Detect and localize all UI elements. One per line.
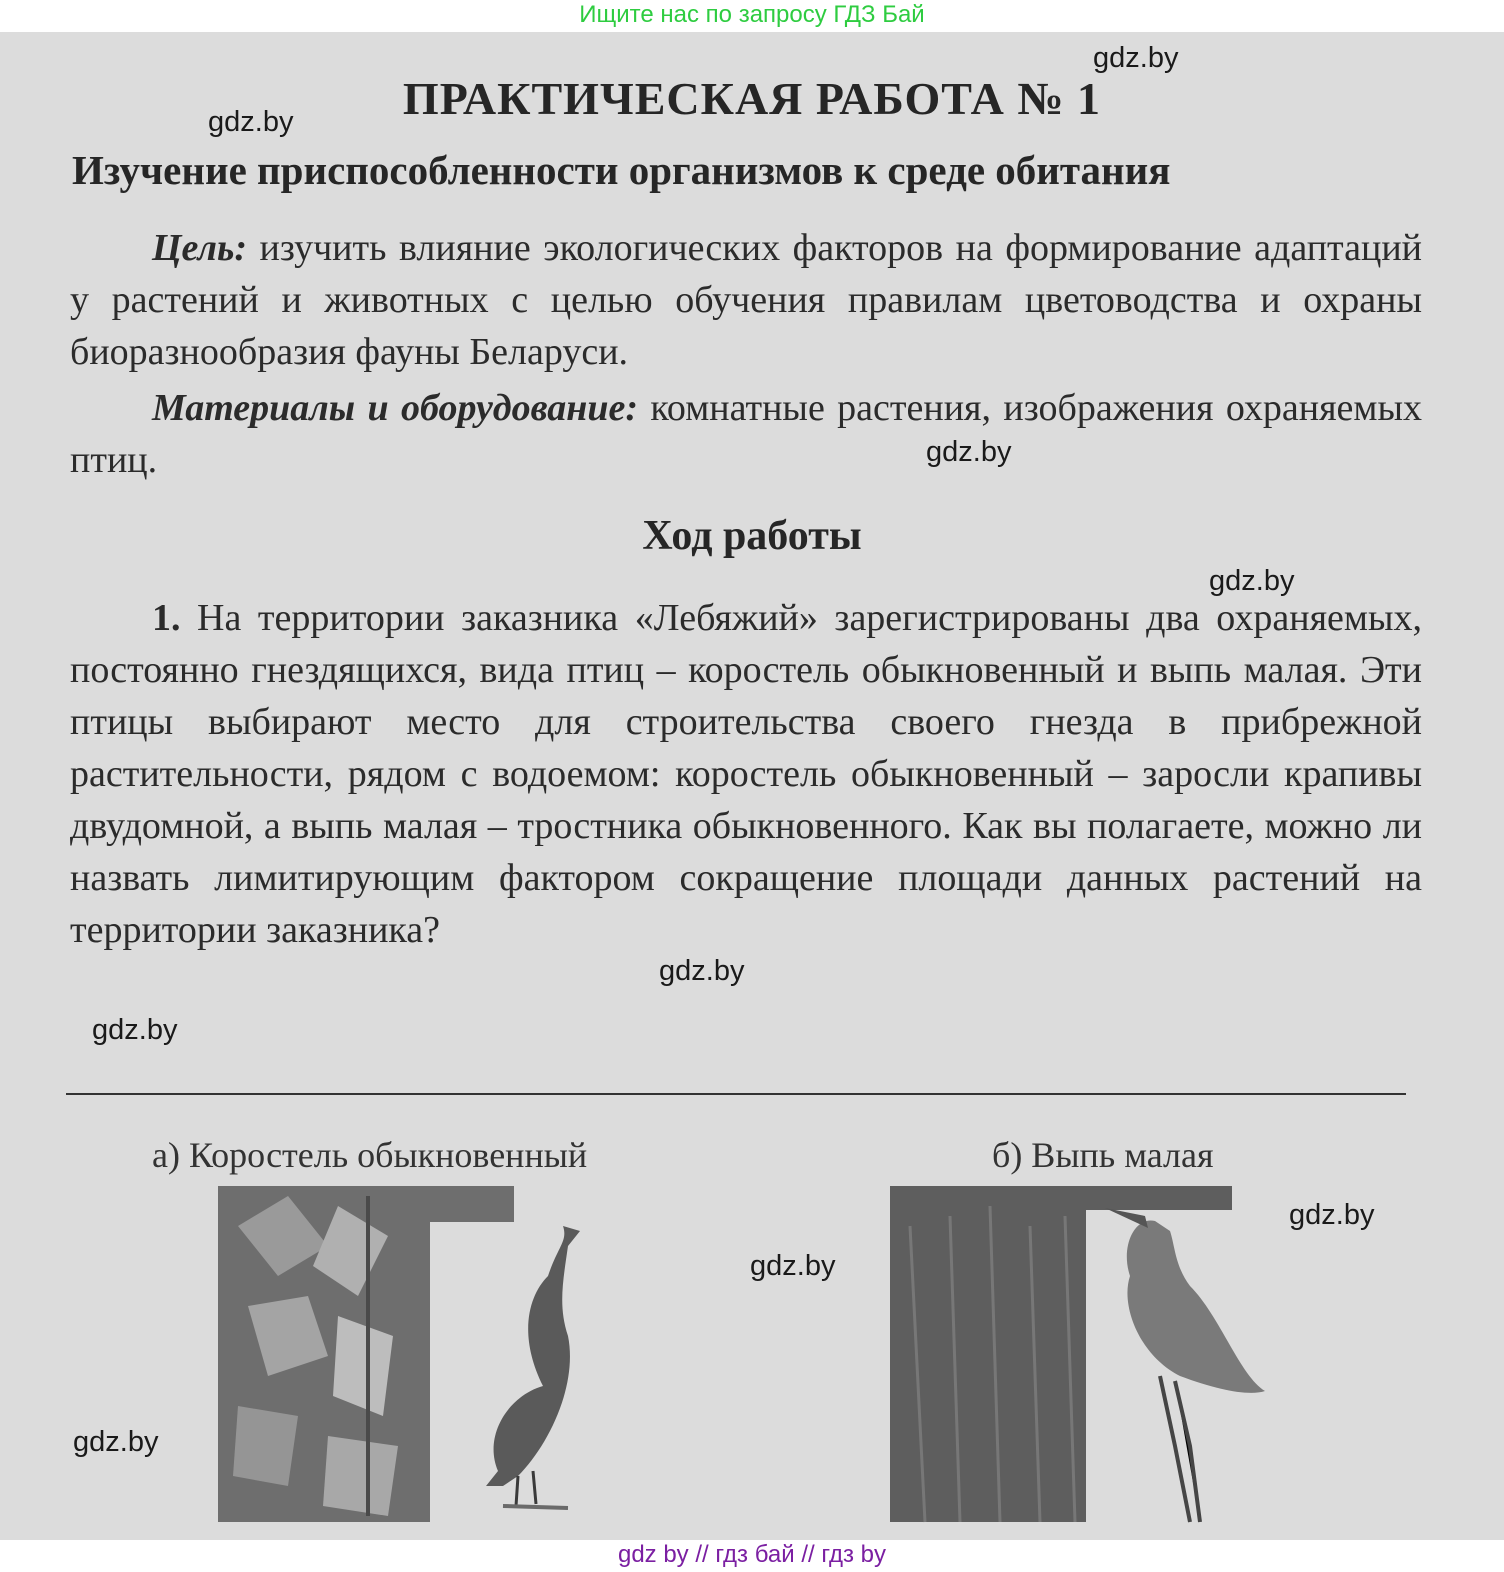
watermark: gdz.by: [926, 436, 1012, 468]
task-1-number: 1.: [152, 597, 181, 639]
watermark: gdz.by: [208, 106, 294, 138]
figure-b-bittern-reeds: [890, 1186, 1290, 1526]
page-title: ПРАКТИЧЕСКАЯ РАБОТА № 1: [402, 73, 1102, 124]
task-1-text: На территории заказника «Лебяжий» зарегистрированы два охраняемых, постоянно гнездящихся, вида птиц – коростель обыкновенный и выпь малая. Эти птицы выбирают место для строительства своего гнезда в прибрежной растительности, рядом с водоемом: коростель обыкновенный – заросли крапивы двудомной, а выпь малая – тростника обыкновенного. Как вы полагаете, можно ли назвать лимитирующим фактором сокращение площади данных растений на территории заказника?: [70, 597, 1422, 951]
watermark: gdz.by: [659, 955, 745, 987]
section-heading: Ход работы: [642, 513, 862, 559]
goal-text: изучить влияние экологических факторов на формирование адаптаций у растений и животных с целью обучения правилам цветоводства и охраны биоразнообразия фауны Беларуси.: [70, 227, 1422, 373]
materials-paragraph: [70, 382, 1422, 486]
corncrake-illustration: [486, 1226, 580, 1486]
watermark: gdz.by: [1093, 42, 1179, 74]
watermark: gdz.by: [1209, 565, 1295, 597]
figure-a-corncrake-nettle: [218, 1186, 598, 1522]
page-subtitle: Изучение приспособленности организмов к среде обитания: [72, 147, 1171, 193]
materials-label: Материалы и оборудование:: [152, 387, 639, 429]
goal-paragraph: [70, 222, 1422, 378]
top-banner: Ищите нас по запросу ГДЗ Бай: [0, 0, 1504, 32]
goal-label: Цель:: [152, 227, 247, 269]
task-1-paragraph: [70, 592, 1422, 956]
materials-text: комнатные растения, изображения охраняемых птиц.: [70, 387, 1422, 481]
answer-line[interactable]: [66, 1093, 1406, 1095]
bottom-banner: gdz by // гдз бай // гдз by: [0, 1540, 1504, 1572]
watermark: gdz.by: [73, 1426, 159, 1458]
bittern-illustration: [1127, 1220, 1265, 1392]
figure-a-caption: а) Коростель обыкновенный: [152, 1135, 588, 1175]
watermark: gdz.by: [92, 1014, 178, 1046]
watermark: gdz.by: [1289, 1199, 1375, 1231]
figure-b-caption: б) Выпь малая: [992, 1135, 1214, 1175]
reed-photo: [890, 1186, 1086, 1522]
watermark: gdz.by: [750, 1250, 836, 1282]
